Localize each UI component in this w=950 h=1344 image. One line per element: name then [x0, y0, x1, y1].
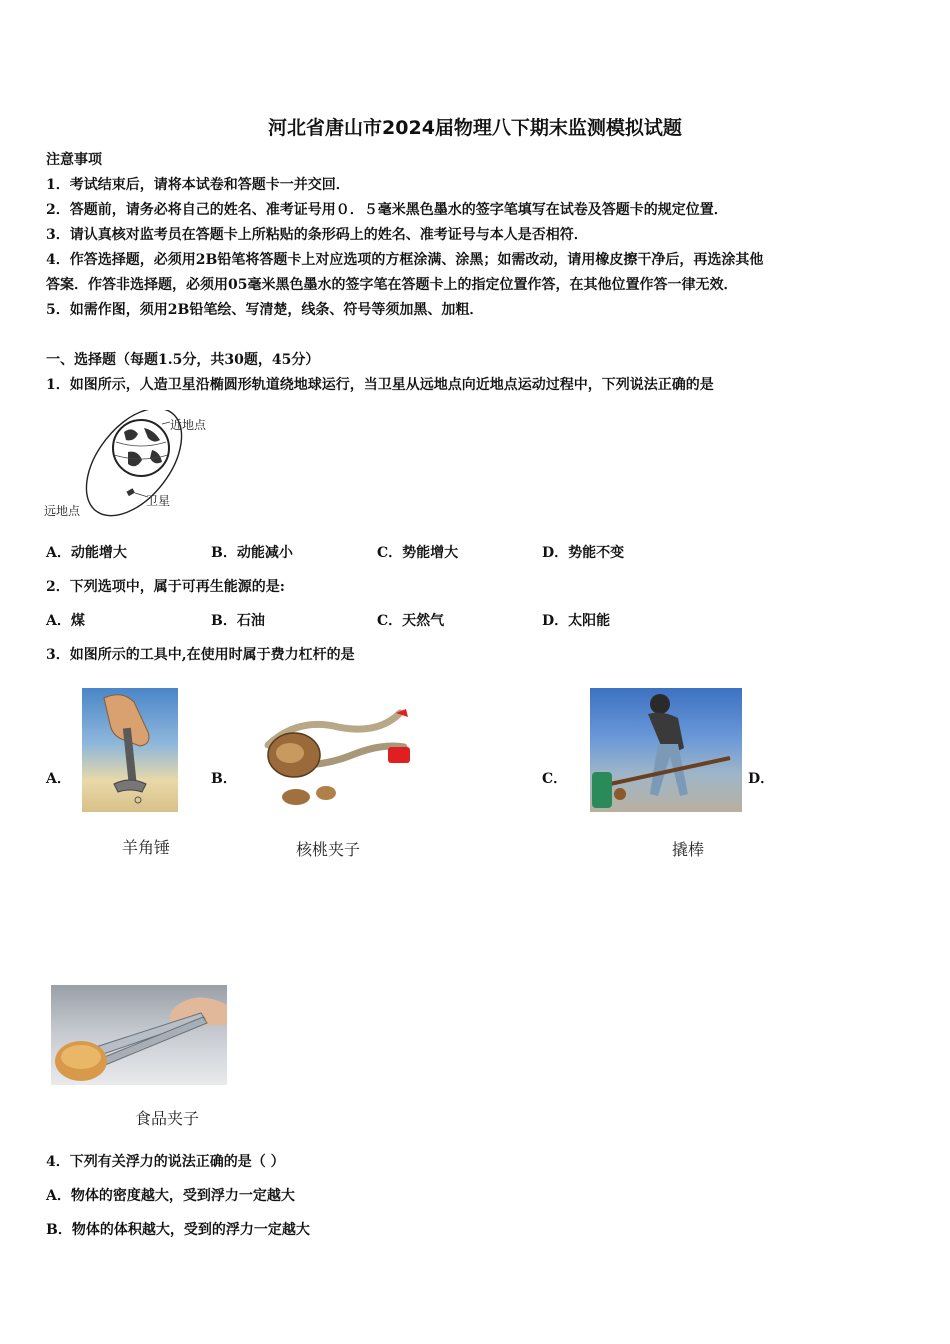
question-stem: 3．如图所示的工具中,在使用时属于费力杠杆的是	[46, 647, 355, 663]
notice-item: 3．请认真核对监考员在答题卡上所粘贴的条形码上的姓名、准考证号与本人是否相符．	[46, 227, 588, 243]
satellite-mark	[126, 488, 135, 496]
satellite-label: 卫星	[146, 494, 171, 508]
option-c: C．势能增大	[377, 545, 459, 561]
option-a: A．物体的密度越大，受到浮力一定越大	[46, 1188, 295, 1204]
notice-item: 2．答题前，请务必将自己的姓名、准考证号用０．５毫米黑色墨水的签字笔填写在试卷及答题卡的规定位置．	[46, 202, 728, 218]
notice-item: 1．考试结束后，请将本试卷和答题卡一并交回．	[46, 177, 350, 193]
food-tongs-photo	[51, 985, 227, 1085]
caption-food-tongs: 食品夹子	[135, 1109, 200, 1128]
option-b: B．动能减小	[211, 545, 293, 561]
notice-heading: 注意事项	[46, 152, 102, 168]
notice-item: 答案．作答非选择题，必须用05毫米黑色墨水的签字笔在答题卡上的指定位置作答，在其他位置作答一律无效．	[46, 277, 738, 293]
option-a-letter: A．	[46, 771, 71, 787]
crowbar-photo	[590, 688, 742, 812]
option-b: B．物体的体积越大，受到的浮力一定越大	[46, 1222, 310, 1238]
option-c: C．天然气	[377, 613, 445, 629]
apogee-label: 远地点	[44, 504, 81, 518]
question-stem: 4．下列有关浮力的说法正确的是（ ）	[46, 1154, 285, 1170]
option-b: B．石油	[211, 613, 265, 629]
option-b-letter: B．	[211, 771, 237, 787]
caption-hammer: 羊角锤	[122, 838, 171, 857]
section-heading: 一、选择题（每题1.5分，共30题，45分）	[46, 352, 320, 368]
option-d-letter: D．	[748, 771, 775, 787]
option-a: A．煤	[46, 613, 85, 629]
question-stem: 2．下列选项中，属于可再生能源的是:	[46, 579, 285, 595]
page-title: 河北省唐山市2024届物理八下期末监测模拟试题	[268, 117, 682, 139]
caption-crowbar: 撬棒	[672, 840, 705, 859]
question-stem: 1．如图所示，人造卫星沿椭圆形轨道绕地球运行，当卫星从远地点向近地点运动过程中，下列说法正确的是	[46, 377, 714, 393]
option-d: D．太阳能	[542, 613, 611, 629]
notice-item: 5．如需作图，须用2B铅笔绘、写清楚，线条、符号等须加黑、加粗．	[46, 302, 484, 318]
option-d: D．势能不变	[542, 545, 625, 561]
caption-nutcracker: 核桃夹子	[296, 840, 361, 859]
satellite-orbit-figure	[44, 410, 224, 525]
perigee-label: 近地点	[170, 418, 207, 432]
claw-hammer-photo	[82, 688, 178, 812]
notice-item: 4．作答选择题，必须用2B铅笔将答题卡上对应选项的方框涂满、涂黑；如需改动，请用橡皮擦干净后，再选涂其他	[46, 252, 764, 268]
earth-circle	[113, 420, 169, 476]
nutcracker-photo	[238, 705, 422, 815]
option-c-letter: C．	[542, 771, 568, 787]
option-a: A．动能增大	[46, 545, 127, 561]
